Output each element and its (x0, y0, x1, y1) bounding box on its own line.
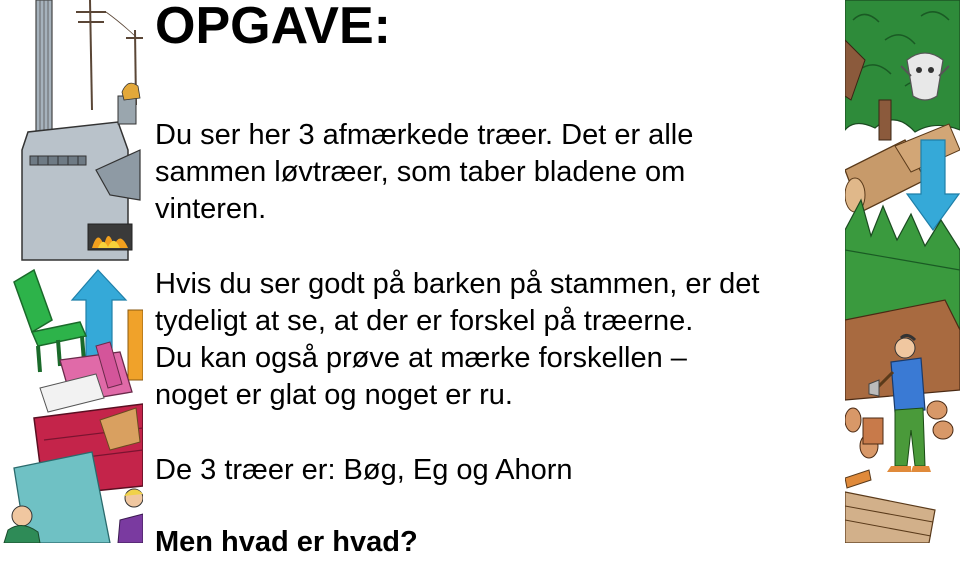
text-line: noget er glat og noget er ru. (155, 379, 513, 411)
orange-post (128, 310, 143, 380)
page-title: OPGAVE: (155, 0, 391, 55)
text-line: De 3 træer er: Bøg, Eg og Ahorn (155, 454, 573, 486)
paragraph-intro (155, 117, 693, 228)
text-line: tydeligt at se, at der er forskel på træerne. (155, 305, 694, 337)
text-line: Du ser her 3 afmærkede træer. Det er alle (155, 119, 694, 151)
task-content (155, 0, 840, 558)
question-text: Men hvad er hvad? (155, 526, 418, 558)
tree-canopy (845, 0, 960, 140)
left-illustration (0, 0, 143, 543)
text-line: Hvis du ser godt på barken på stammen, er det (155, 268, 760, 300)
right-illustration (845, 0, 960, 543)
paragraph-trees (155, 452, 572, 489)
factory-chimney (36, 0, 52, 150)
text-line: vinteren. (155, 193, 267, 225)
paragraph-bark (155, 266, 759, 414)
text-line: sammen løvtræer, som taber bladene om (155, 156, 686, 188)
text-line: Du kan også prøve at mærke forskellen – (155, 342, 687, 374)
